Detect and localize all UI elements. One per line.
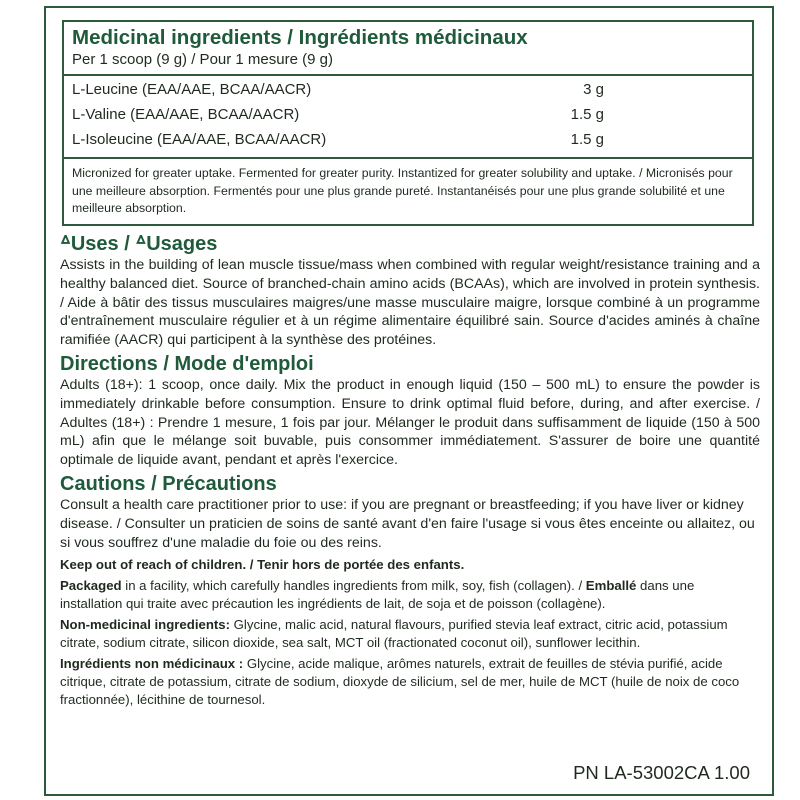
uses-section	[60, 232, 760, 350]
ingredient-qty: 3 g	[583, 81, 604, 98]
uses-title: ᐞUses / ᐞUsages	[60, 233, 218, 255]
cautions-title: Cautions / Précautions	[60, 472, 277, 495]
non-medicinal-ingredients-fr	[60, 655, 760, 709]
emballe-label: Emballé	[585, 578, 637, 594]
ingredient-name: L-Leucine (EAA/AAE, BCAA/AACR)	[72, 81, 312, 98]
directions-title: Directions / Mode d'emploi	[60, 352, 314, 375]
medicinal-ingredients-table	[62, 20, 754, 226]
ingredient-name: L-Valine (EAA/AAE, BCAA/AACR)	[72, 106, 300, 123]
non-medicinal-text-en: Glycine, malic acid, natural flavours, purified stevia leaf extract, citric acid, potassium citrate, sodium citrate, silicon dioxide, sea salt, MCT oil (fractionated coconut oil), sunflower lecithin.	[60, 617, 728, 651]
packaged-text-fr: dans une installation qui traite avec précaution les ingrédients de lait, de soja et de poisson (collagène).	[60, 578, 695, 612]
non-medicinal-label-en: Non-medicinal ingredients:	[60, 617, 230, 633]
product-number: PN LA-53002CA 1.00	[573, 762, 750, 783]
ingredient-row	[72, 77, 752, 102]
uses-text: Assists in the building of lean muscle tissue/mass when combined with regular weight/resistance training and a healthy balanced diet. Source of branched-chain amino acids (BCAAs), which are involved in protein synthesis. / Aide à bâtir des tissus musculaires maigres/une masse musculaire maigre, lorsque combiné à un programme d'entraînement musculaire régulier et à un régime alimentaire équilibré sain. Source d'acides aminés à chaîne ramifiée (AACR) qui participent à la synthèse des protéines.	[60, 257, 760, 349]
non-medicinal-ingredients-en	[60, 616, 760, 652]
non-medicinal-text-fr: Glycine, acide malique, arômes naturels, extrait de feuilles de stévia purifié, acide citrique, citrate de potassium, citrate de sodium, dioxyde de silicium, sel de mer, huile de MCT (huile de noix de coco fractionnée), lécithine de tournesol.	[60, 656, 740, 708]
ingredient-qty: 1.5 g	[570, 131, 604, 148]
directions-section	[60, 352, 760, 470]
keep-out-warning: Keep out of reach of children. / Tenir hors de portée des enfants.	[60, 557, 465, 573]
ingredients-note: Micronized for greater uptake. Fermented for greater purity. Instantized for greater solubility and uptake. / Micronisés pour une meilleure absorption. Fermentés pour une plus grande pureté. Instantanéisés pour une plus grande solubilité et une meilleure absorption.	[72, 166, 733, 215]
packaged-text-en: in a facility, which carefully handles ingredients from milk, soy, fish (collagen). /	[121, 578, 586, 594]
packaged-label: Packaged	[60, 578, 122, 594]
cautions-text: Consult a health care practitioner prior to use: if you are pregnant or breastfeeding; if you have liver or kidney disease. / Consulter un praticien de soins de santé avant d'en faire l'usage si vous êtes enceinte ou allaitez, ou si vous souffrez d'une maladie du foie ou des reins.	[60, 496, 755, 551]
ingredient-name: L-Isoleucine (EAA/AAE, BCAA/AACR)	[72, 131, 327, 148]
cautions-section	[60, 472, 760, 552]
directions-text: Adults (18+): 1 scoop, once daily. Mix the product in enough liquid (150 – 500 mL) to ensure the powder is immediately drinkable before consumption. Ensure to drink optimal fluid before, during, and after exercise. / Adultes (18+) : Prendre 1 mesure, 1 fois par jour. Mélanger le produit dans suffisamment de liquide (150 à 500 mL) afin que le mélange soit buvable, puis consommer immédiatement. S'assurer de boire une quantité optimale de liquide avant, pendant et après l'exercice.	[60, 376, 760, 469]
label-body	[60, 232, 760, 709]
non-medicinal-label-fr: Ingrédients non médicinaux :	[60, 656, 244, 672]
packaged-statement	[60, 577, 760, 613]
serving-size: Per 1 scoop (9 g) / Pour 1 mesure (9 g)	[72, 51, 333, 68]
ingredient-qty: 1.5 g	[570, 106, 604, 123]
ingredients-title: Medicinal ingredients / Ingrédients médicinaux	[72, 26, 528, 49]
ingredient-row	[72, 127, 752, 152]
ingredient-row	[72, 102, 752, 127]
